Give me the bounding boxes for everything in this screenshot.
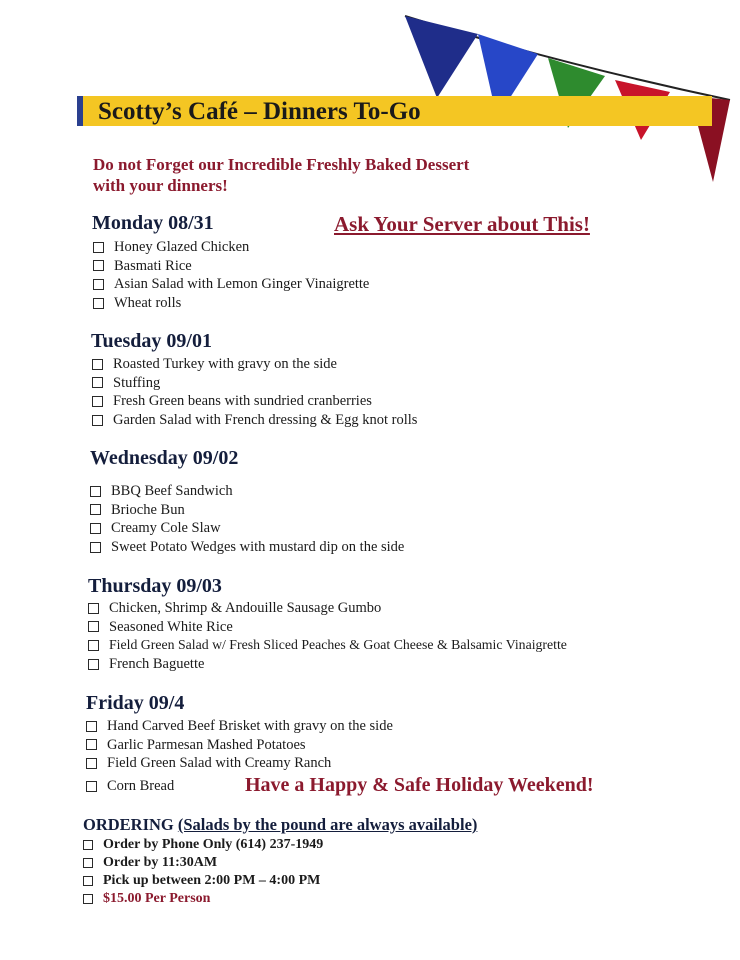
checkbox[interactable] — [88, 659, 99, 670]
checkbox[interactable] — [92, 359, 103, 370]
menu-item: Field Green Salad with Creamy Ranch — [86, 754, 393, 773]
ordering-item — [83, 890, 323, 908]
checkbox[interactable] — [83, 876, 93, 886]
menu-item: Corn Bread — [86, 777, 393, 796]
checkbox[interactable] — [83, 840, 93, 850]
menu-item: Garden Salad with French dressing & Egg knot rolls — [92, 411, 417, 430]
menu-item: Asian Salad with Lemon Ginger Vinaigrette — [93, 275, 369, 294]
checkbox[interactable] — [86, 758, 97, 769]
checkbox[interactable] — [88, 603, 99, 614]
checkbox[interactable] — [92, 396, 103, 407]
menu-item: Chicken, Shrimp & Andouille Sausage Gumbo — [88, 599, 567, 618]
day-heading-friday: Friday 09/4 — [86, 692, 185, 714]
menu-item: BBQ Beef Sandwich — [90, 482, 404, 501]
menu-item: Field Green Salad w/ Fresh Sliced Peaches & Goat Cheese & Balsamic Vinaigrette — [88, 636, 567, 655]
checkbox[interactable] — [93, 298, 104, 309]
day-heading-monday: Monday 08/31 — [92, 212, 214, 234]
day-heading-tuesday: Tuesday 09/01 — [91, 330, 212, 352]
menu-item: Sweet Potato Wedges with mustard dip on the side — [90, 538, 404, 557]
holiday-message: Have a Happy & Safe Holiday Weekend! — [245, 774, 594, 796]
checkbox[interactable] — [90, 542, 101, 553]
flag-navy — [405, 16, 478, 98]
price-text: $15.00 Per Person — [103, 891, 211, 906]
menu-item: Brioche Bun — [90, 501, 404, 520]
menu-list-thursday — [88, 599, 567, 673]
menu-item: Roasted Turkey with gravy on the side — [92, 355, 417, 374]
checkbox[interactable] — [86, 739, 97, 750]
ordering-item: Pick up between 2:00 PM – 4:00 PM — [83, 872, 323, 890]
menu-item: Seasoned White Rice — [88, 618, 567, 637]
menu-item: Stuffing — [92, 374, 417, 393]
day-heading-thursday: Thursday 09/03 — [88, 575, 222, 597]
checkbox[interactable] — [86, 721, 97, 732]
menu-list-monday — [93, 238, 369, 312]
checkbox[interactable] — [93, 279, 104, 290]
menu-list-tuesday — [92, 355, 417, 429]
checkbox[interactable] — [90, 523, 101, 534]
page-title: Scotty’s Café – Dinners To-Go — [98, 98, 421, 125]
checkbox[interactable] — [92, 377, 103, 388]
dessert-note: Do not Forget our Incredible Freshly Baked Dessert with your dinners! — [93, 155, 470, 195]
checkbox[interactable] — [83, 858, 93, 868]
ordering-subheading: (Salads by the pound are always available) — [177, 815, 478, 834]
menu-item: Creamy Cole Slaw — [90, 519, 404, 538]
checkbox[interactable] — [86, 781, 97, 792]
menu-item: Garlic Parmesan Mashed Potatoes — [86, 736, 393, 755]
checkbox[interactable] — [88, 621, 99, 632]
ordering-list — [83, 836, 323, 908]
menu-item: Basmati Rice — [93, 257, 369, 276]
checkbox[interactable] — [83, 894, 93, 904]
menu-item: French Baguette — [88, 655, 567, 674]
checkbox[interactable] — [90, 504, 101, 515]
checkbox[interactable] — [90, 486, 101, 497]
menu-item: Fresh Green beans with sundried cranberries — [92, 392, 417, 411]
ordering-item: Order by 11:30AM — [83, 854, 323, 872]
menu-item: Honey Glazed Chicken — [93, 238, 369, 257]
checkbox[interactable] — [93, 260, 104, 271]
ask-server-note: Ask Your Server about This! — [334, 212, 590, 236]
ordering-heading: ORDERING (Salads by the pound are always available) — [83, 815, 478, 834]
menu-item: Wheat rolls — [93, 294, 369, 313]
menu-list-wednesday — [90, 482, 404, 556]
checkbox[interactable] — [93, 242, 104, 253]
menu-item: Hand Carved Beef Brisket with gravy on the side — [86, 717, 393, 736]
checkbox[interactable] — [92, 415, 103, 426]
day-heading-wednesday: Wednesday 09/02 — [90, 447, 239, 469]
ordering-item: Order by Phone Only (614) 237-1949 — [83, 836, 323, 854]
checkbox[interactable] — [88, 640, 99, 651]
